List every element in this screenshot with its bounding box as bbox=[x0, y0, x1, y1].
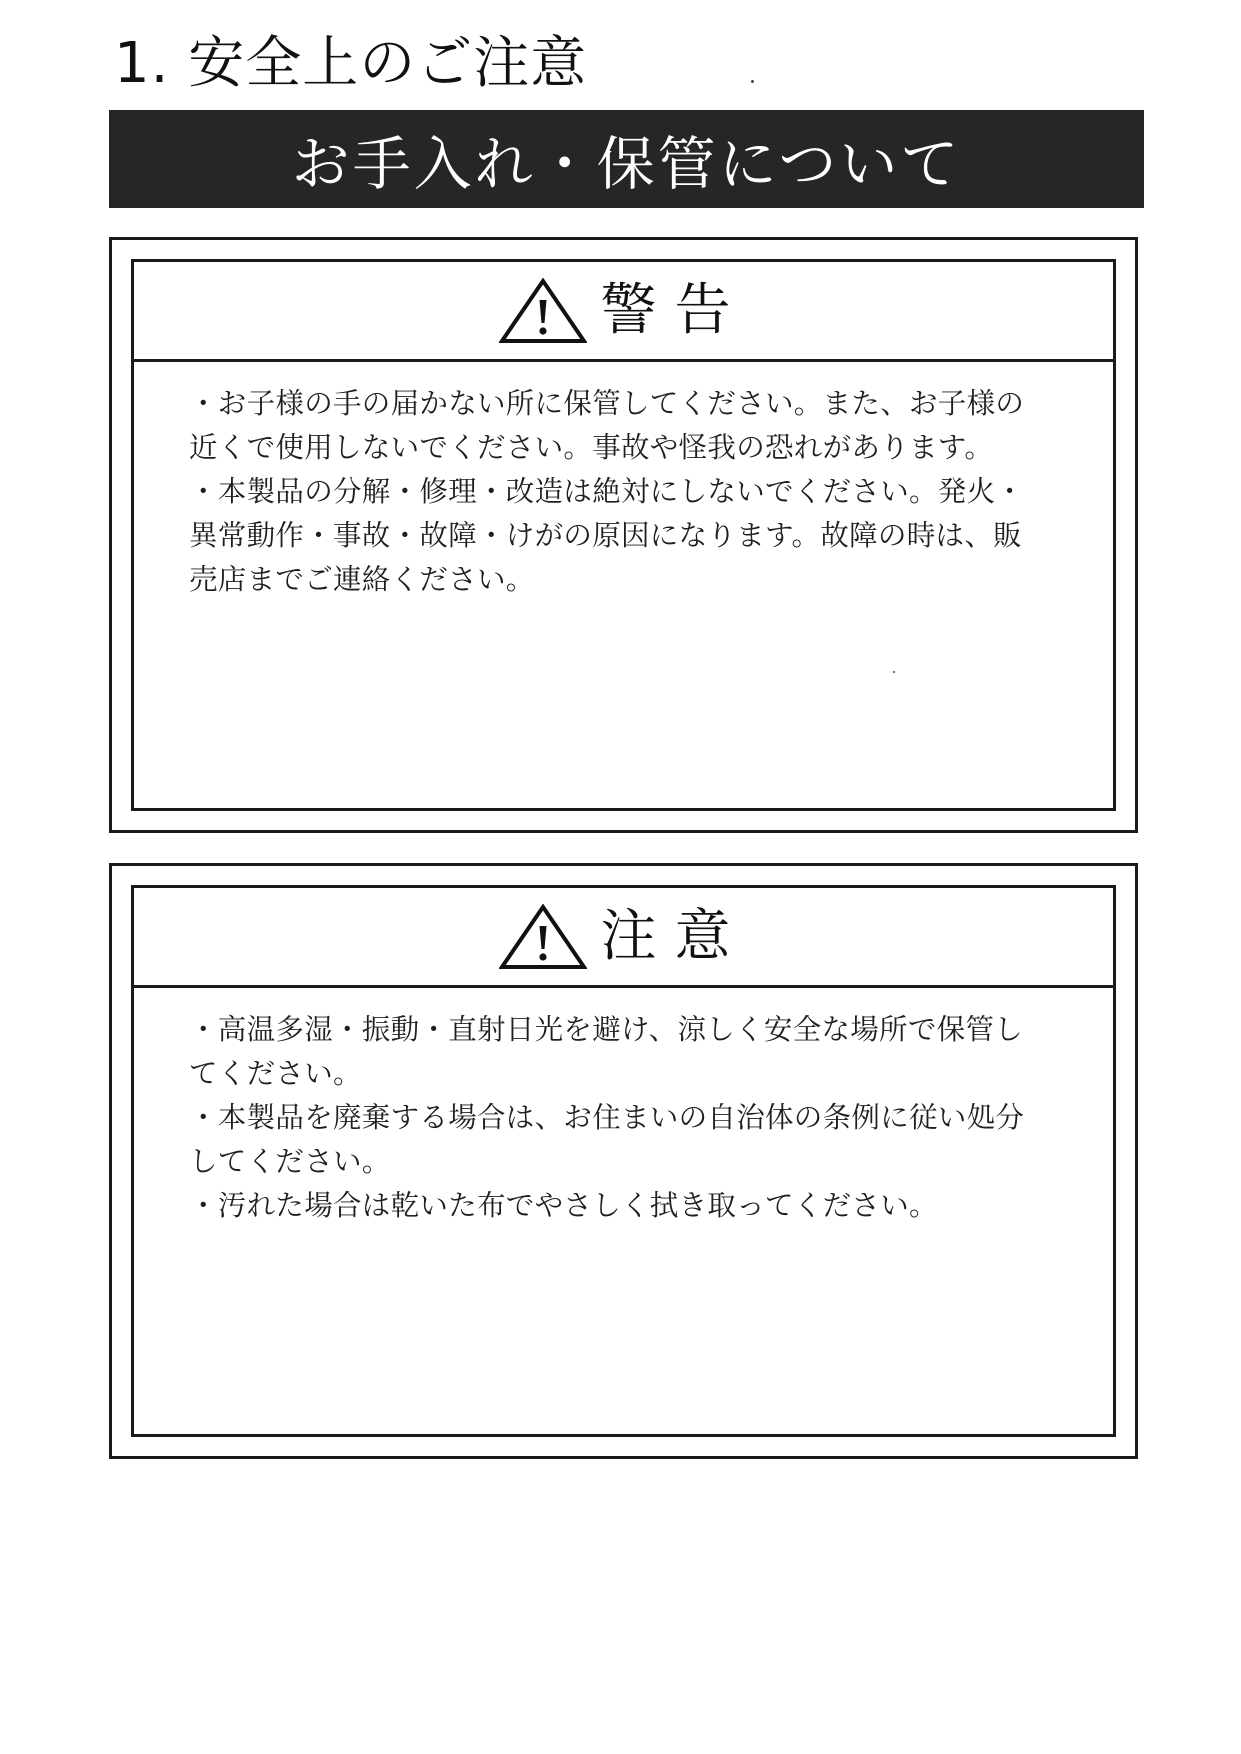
warning-box-inner bbox=[131, 259, 1116, 811]
warning-line: 異常動作・事故・故障・けがの原因になります。故障の時は、販 bbox=[189, 519, 1022, 552]
caution-line: ・汚れた場合は乾いた布でやさしく拭き取ってください。 bbox=[189, 1189, 938, 1222]
section-title-bar bbox=[109, 110, 1144, 208]
warning-box bbox=[109, 237, 1138, 833]
caution-line: してください。 bbox=[189, 1145, 391, 1178]
caution-line: ・高温多湿・振動・直射日光を避け、涼しく安全な場所で保管し bbox=[189, 1013, 1024, 1046]
warning-triangle-icon bbox=[499, 278, 587, 344]
caution-body bbox=[134, 988, 1113, 1228]
caution-line: ・本製品を廃棄する場合は、お住まいの自治体の条例に従い処分 bbox=[189, 1101, 1025, 1134]
scan-speck bbox=[751, 80, 754, 83]
page-heading: 1. 安全上のご注意 bbox=[114, 31, 588, 96]
warning-header bbox=[134, 262, 1113, 362]
caution-box bbox=[109, 863, 1138, 1459]
warning-body bbox=[134, 362, 1113, 602]
caution-box-inner bbox=[131, 885, 1116, 1437]
scan-speck bbox=[893, 671, 895, 673]
warning-line: ・お子様の手の届かない所に保管してください。また、お子様の bbox=[189, 387, 1025, 420]
warning-title: 警告 bbox=[600, 277, 749, 343]
caution-header bbox=[134, 888, 1113, 988]
section-title: お手入れ・保管について bbox=[291, 130, 962, 198]
warning-triangle-icon bbox=[499, 904, 587, 970]
caution-title: 注意 bbox=[600, 903, 749, 969]
warning-line: ・本製品の分解・修理・改造は絶対にしないでください。発火・ bbox=[189, 475, 1025, 508]
warning-line: 売店までご連絡ください。 bbox=[189, 563, 535, 596]
warning-line: 近くで使用しないでください。事故や怪我の恐れがあります。 bbox=[189, 431, 994, 464]
caution-line: てください。 bbox=[189, 1057, 362, 1090]
